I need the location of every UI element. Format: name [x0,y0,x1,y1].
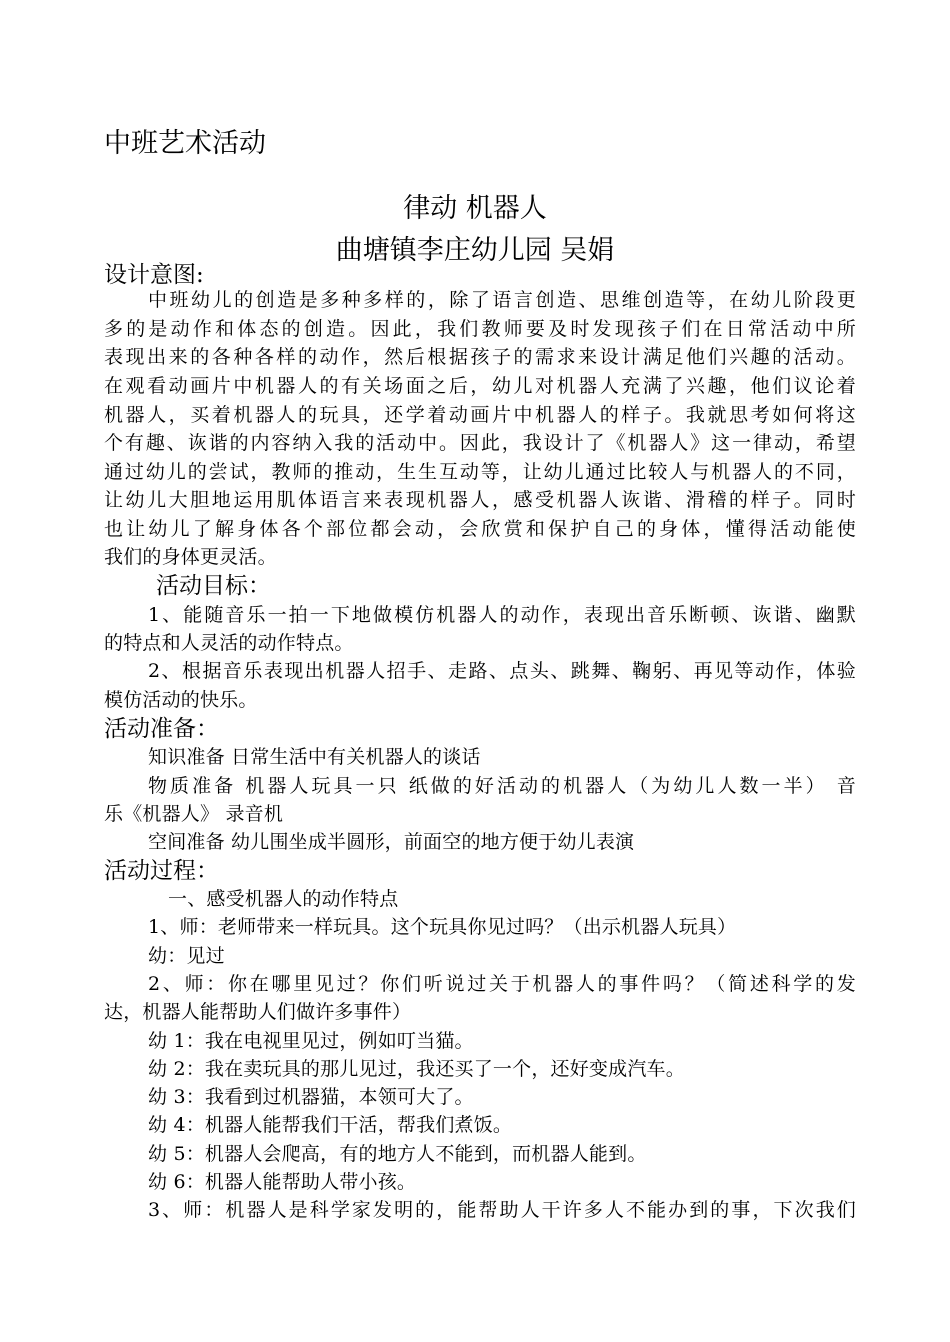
paragraph-line: 中班幼儿的创造是多种多样的，除了语言创造、思维创造等，在幼儿阶段更 [148,289,856,311]
document-title: 律动 机器人 [403,193,547,224]
paragraph-line: 也让幼儿了解身体各个部位都会动，会欣赏和保护自己的身体，懂得活动能使 [104,518,856,540]
process-line: 幼：见过 [148,945,225,967]
goal-line: 的特点和人灵活的动作特点。 [104,632,354,654]
paragraph-line: 机器人，买着机器人的玩具，还学着动画片中机器人的样子。我就思考如何将这 [104,404,856,426]
doc-type-heading: 中班艺术活动 [104,128,266,159]
process-line: 幼 2：我在卖玩具的那儿见过，我还买了一个，还好变成汽车。 [148,1058,685,1080]
process-line: 一、感受机器人的动作特点 [168,888,399,910]
paragraph-line: 让幼儿大胆地运用肌体语言来表现机器人，感受机器人诙谐、滑稽的样子。同时 [104,489,856,511]
paragraph-line: 多的是动作和体态的创造。因此，我们教师要及时发现孩子们在日常活动中所 [104,318,856,340]
preparation-line: 物质准备 机器人玩具一只 纸做的好活动的机器人（为幼儿人数一半） 音 [148,775,856,797]
preparation-line: 乐《机器人》 录音机 [104,803,284,825]
paragraph-line: 在观看动画片中机器人的有关场面之后，幼儿对机器人充满了兴趣，他们议论着 [104,375,856,397]
preparation-line: 知识准备 日常生活中有关机器人的谈话 [148,746,481,768]
process-line: 幼 5：机器人会爬高，有的地方人不能到，而机器人能到。 [148,1143,647,1165]
process-line: 2、师：你在哪里见过？你们听说过关于机器人的事件吗？（简述科学的发 [148,973,856,995]
author-line: 曲塘镇李庄幼儿园 吴娟 [335,235,615,266]
section-heading-process: 活动过程： [104,858,219,884]
goal-line: 2、根据音乐表现出机器人招手、走路、点头、跳舞、鞠躬、再见等动作，体验 [148,660,856,682]
paragraph-line: 我们的身体更灵活。 [104,546,277,568]
paragraph-line: 表现出来的各种各样的动作，然后根据孩子的需求来设计满足他们兴趣的活动。 [104,346,856,368]
paragraph-line: 个有趣、诙谐的内容纳入我的活动中。因此，我设计了《机器人》这一律动，希望 [104,432,856,454]
process-line: 幼 4：机器人能帮我们干活，帮我们煮饭。 [148,1114,513,1136]
process-line: 1、师：老师带来一样玩具。这个玩具你见过吗？（出示机器人玩具） [148,916,737,938]
goal-line: 模仿活动的快乐。 [104,689,258,711]
process-line: 达，机器人能帮助人们做许多事件） [104,1001,412,1023]
section-heading-preparation: 活动准备： [104,716,219,742]
process-line: 幼 6：机器人能帮助人带小孩。 [148,1171,417,1193]
section-heading-design-intent: 设计意图: [104,262,204,288]
paragraph-line: 通过幼儿的尝试，教师的推动，生生互动等，让幼儿通过比较人与机器人的不同， [104,461,856,483]
section-heading-goals: 活动目标： [156,573,271,599]
process-line: 3、师：机器人是科学家发明的，能帮助人干许多人不能办到的事，下次我们 [148,1199,856,1221]
goal-line: 1、能随音乐一拍一下地做模仿机器人的动作，表现出音乐断顿、诙谐、幽默 [148,604,856,626]
process-line: 幼 1：我在电视里见过，例如叮当猫。 [148,1030,474,1052]
process-line: 幼 3：我看到过机器猫，本领可大了。 [148,1086,474,1108]
preparation-line: 空间准备 幼儿围坐成半圆形，前面空的地方便于幼儿表演 [148,831,635,853]
